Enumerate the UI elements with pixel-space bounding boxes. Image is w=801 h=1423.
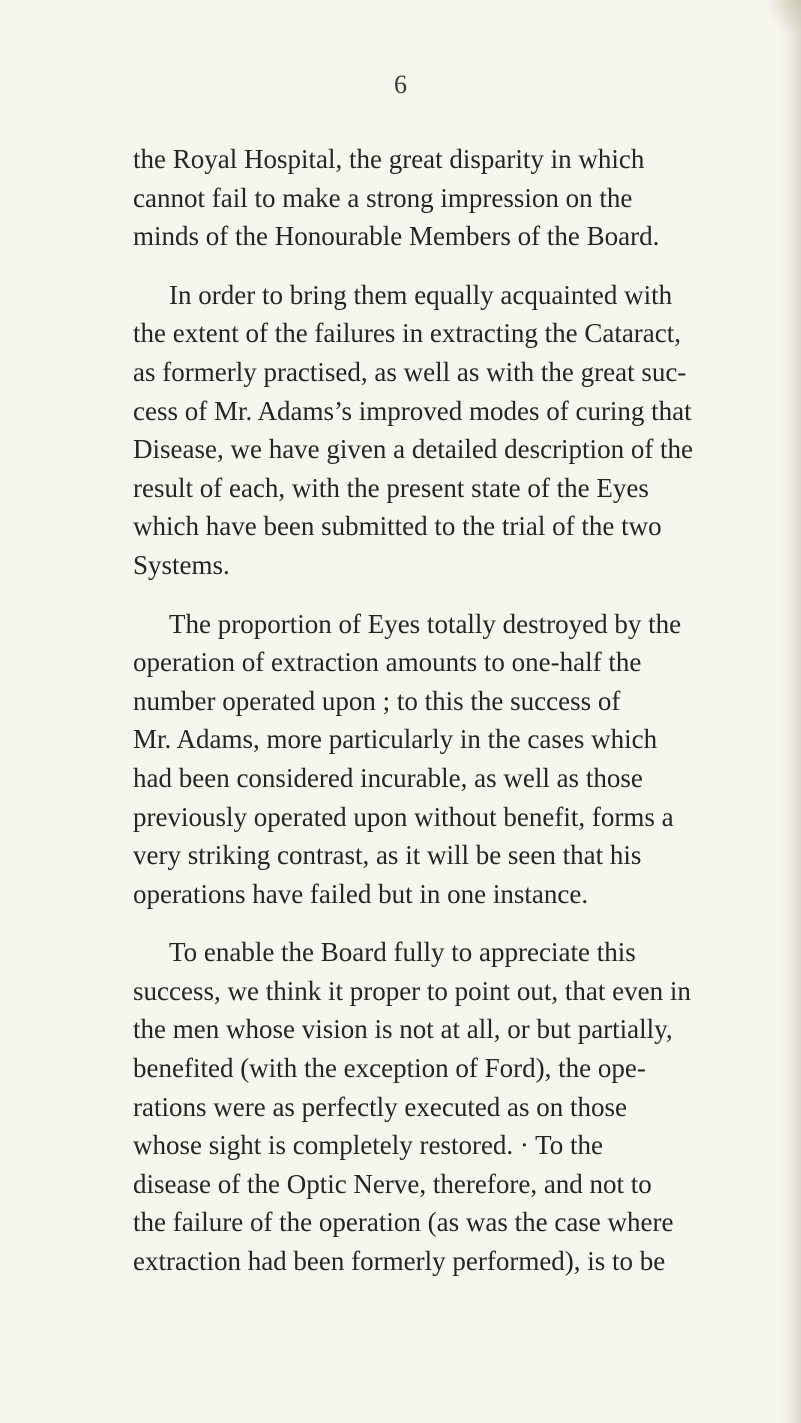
page-number: 6 (394, 70, 407, 99)
text-line: disease of the Optic Nerve, therefore, and not to (133, 1168, 652, 1199)
text-line: which have been submitted to the trial of the two (133, 511, 662, 542)
text-line: the men whose vision is not at all, or but partially, (133, 1014, 673, 1045)
text-line: success, we think it proper to point out, that even in (133, 975, 691, 1006)
text-line: previously operated upon without benefit, forms a (133, 801, 674, 832)
text-line: number operated upon ; to this the success of (133, 685, 621, 716)
text-line: whose sight is completely restored. · To the (133, 1130, 604, 1161)
text-line: rations were as perfectly executed as on those (133, 1091, 628, 1122)
paragraph-2 (133, 276, 773, 585)
text-line: extraction had been formerly performed), is to be (133, 1246, 666, 1277)
text-line: To enable the Board fully to appreciate this (169, 937, 636, 968)
paragraph-3 (133, 605, 773, 914)
text-line: The proportion of Eyes totally destroyed by the (169, 608, 682, 639)
text-line: operation of extraction amounts to one-half the (133, 647, 642, 678)
text-line: had been considered incurable, as well as those (133, 762, 643, 793)
paragraph-1 (133, 140, 773, 256)
text-line: In order to bring them equally acquainted with (169, 279, 673, 310)
text-line: the Royal Hospital, the great disparity in which (133, 144, 645, 174)
body-text (133, 140, 773, 1301)
text-line: the failure of the operation (as was the case where (133, 1207, 674, 1238)
text-line: cannot fail to make a strong impression on the (133, 182, 633, 213)
text-line: result of each, with the present state of the Eyes (133, 472, 649, 503)
text-line: Disease, we have given a detailed description of the (133, 434, 694, 465)
paragraph-4 (133, 933, 773, 1280)
text-line: operations have failed but in one instance. (133, 878, 589, 909)
text-line: Systems. (133, 549, 230, 580)
text-line: very striking contrast, as it will be seen that his (133, 840, 642, 871)
text-line: benefited (with the exception of Ford), the ope- (133, 1053, 646, 1084)
page-edge-stain (779, 0, 801, 1423)
text-line: minds of the Honourable Members of the Board. (133, 221, 660, 252)
text-line: cess of Mr. Adams’s improved modes of curing that (133, 395, 692, 426)
page-corner-stain (761, 0, 801, 30)
text-line: the extent of the failures in extracting the Cataract, (133, 318, 682, 349)
text-line: Mr. Adams, more particularly in the cases which (133, 724, 658, 755)
text-line: as formerly practised, as well as with the great suc- (133, 356, 687, 387)
